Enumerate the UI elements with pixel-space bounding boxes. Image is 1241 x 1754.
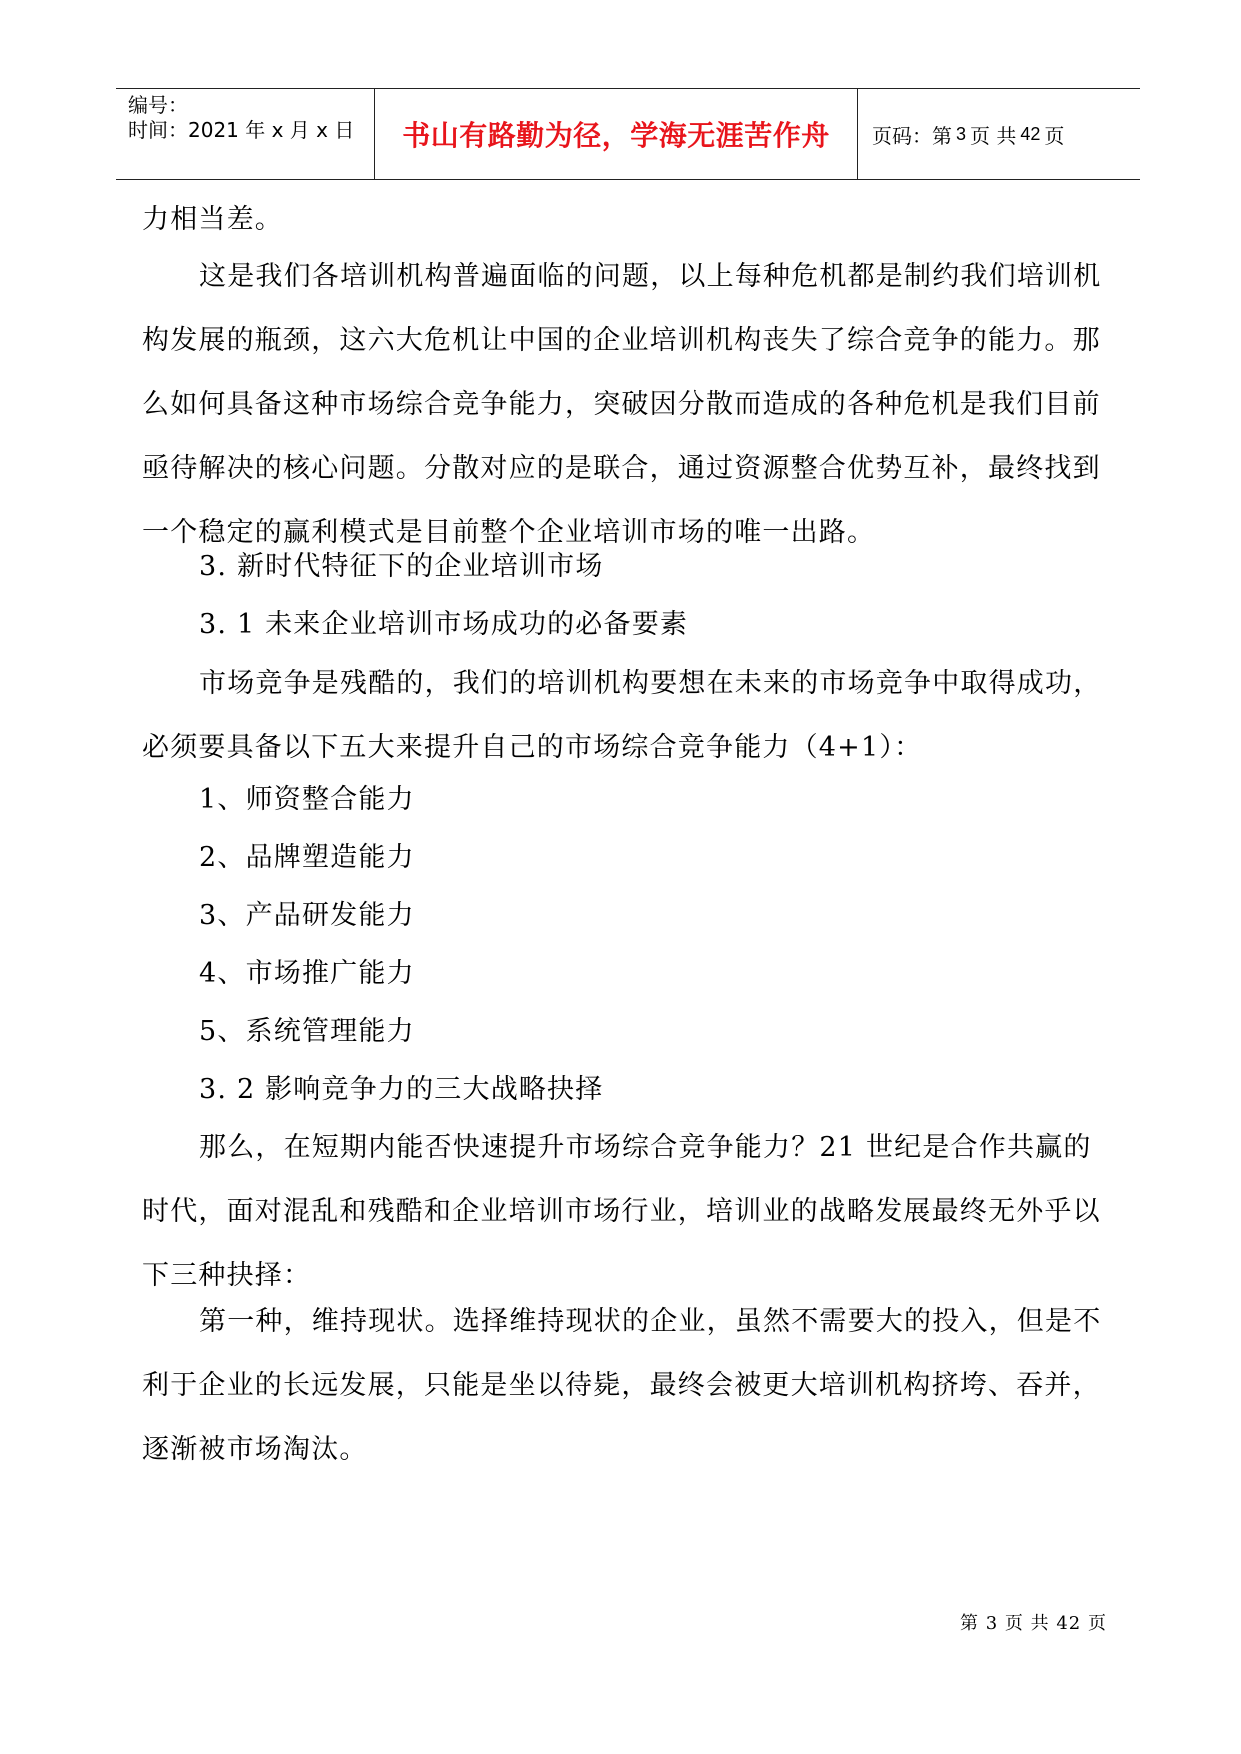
page-label-mid: 页 共: [970, 123, 1017, 148]
text-line: 逐渐被市场淘汰。: [142, 1434, 368, 1465]
text-line: 下三种抉择：: [142, 1260, 312, 1291]
page-total-number: 42: [1020, 123, 1041, 144]
list-item-text: 4、市场推广能力: [199, 958, 415, 989]
document-time-label: 时间：2021 年 x 月 x 日: [128, 118, 355, 142]
text-line: 一个稳定的赢利模式是目前整个企业培训市场的唯一出路。: [142, 517, 876, 548]
page-current-number: 3: [956, 123, 967, 144]
heading-text: 3. 2 影响竞争力的三大战略抉择: [199, 1074, 604, 1105]
list-item: [142, 942, 1122, 1006]
page-header: [116, 88, 1140, 180]
text-line: 力相当差。: [142, 204, 283, 235]
list-item: [142, 826, 1122, 890]
heading-text: 3. 新时代特征下的企业培训市场: [199, 551, 604, 582]
page-label-prefix: 页码：第: [872, 123, 952, 148]
list-item-text: 5、系统管理能力: [199, 1016, 415, 1047]
paragraph-continuation: [142, 188, 1122, 252]
page-footer: 第 3 页 共 42 页: [960, 1613, 1107, 1634]
header-page-info: [858, 89, 1140, 179]
text-line: 时代，面对混乱和残酷和企业培训市场行业，培训业的战略发展最终无外乎以: [142, 1196, 1101, 1227]
text-line: 这是我们各培训机构普遍面临的问题，以上每种危机都是制约我们培训机: [199, 261, 1102, 292]
paragraph-strategy: [142, 1116, 1122, 1308]
page-label-suffix: 页: [1044, 123, 1065, 148]
paragraph-crisis-summary: [142, 245, 1122, 565]
text-line: 市场竞争是残酷的，我们的培训机构要想在未来的市场竞争中取得成功，: [199, 668, 1102, 699]
list-item-text: 1、师资整合能力: [199, 784, 415, 815]
section-heading-3-1: [142, 593, 1122, 657]
section-heading-3: [142, 535, 1122, 599]
text-line: 构发展的瓶颈，这六大危机让中国的企业培训机构丧失了综合竞争的能力。那: [142, 325, 1101, 356]
text-line: 第一种，维持现状。选择维持现状的企业，虽然不需要大的投入，但是不: [199, 1306, 1102, 1337]
paragraph-competition: [142, 652, 1122, 780]
text-line: 那么，在短期内能否快速提升市场综合竞争能力？21 世纪是合作共赢的: [199, 1132, 1092, 1163]
header-motto-cell: [375, 89, 858, 179]
paragraph-option-one: [142, 1290, 1122, 1482]
text-line: 利于企业的长远发展，只能是坐以待毙，最终会被更大培训机构挤垮、吞并，: [142, 1370, 1101, 1401]
list-item: [142, 884, 1122, 948]
list-item: [142, 1000, 1122, 1064]
heading-text: 3. 1 未来企业培训市场成功的必备要素: [199, 609, 689, 640]
text-line: 么如何具备这种市场综合竞争能力，突破因分散而造成的各种危机是我们目前: [142, 389, 1101, 420]
list-item-text: 3、产品研发能力: [199, 900, 415, 931]
text-line: 亟待解决的核心问题。分散对应的是联合，通过资源整合优势互补，最终找到: [142, 453, 1101, 484]
text-line: 必须要具备以下五大来提升自己的市场综合竞争能力（4+1）：: [142, 732, 923, 763]
document-number-label: 编号：: [128, 93, 188, 117]
list-item: [142, 768, 1122, 832]
section-heading-3-2: [142, 1058, 1122, 1122]
header-motto: 书山有路勤为径，学海无涯苦作舟: [402, 119, 830, 152]
list-item-text: 2、品牌塑造能力: [199, 842, 415, 873]
header-meta: [116, 89, 375, 179]
